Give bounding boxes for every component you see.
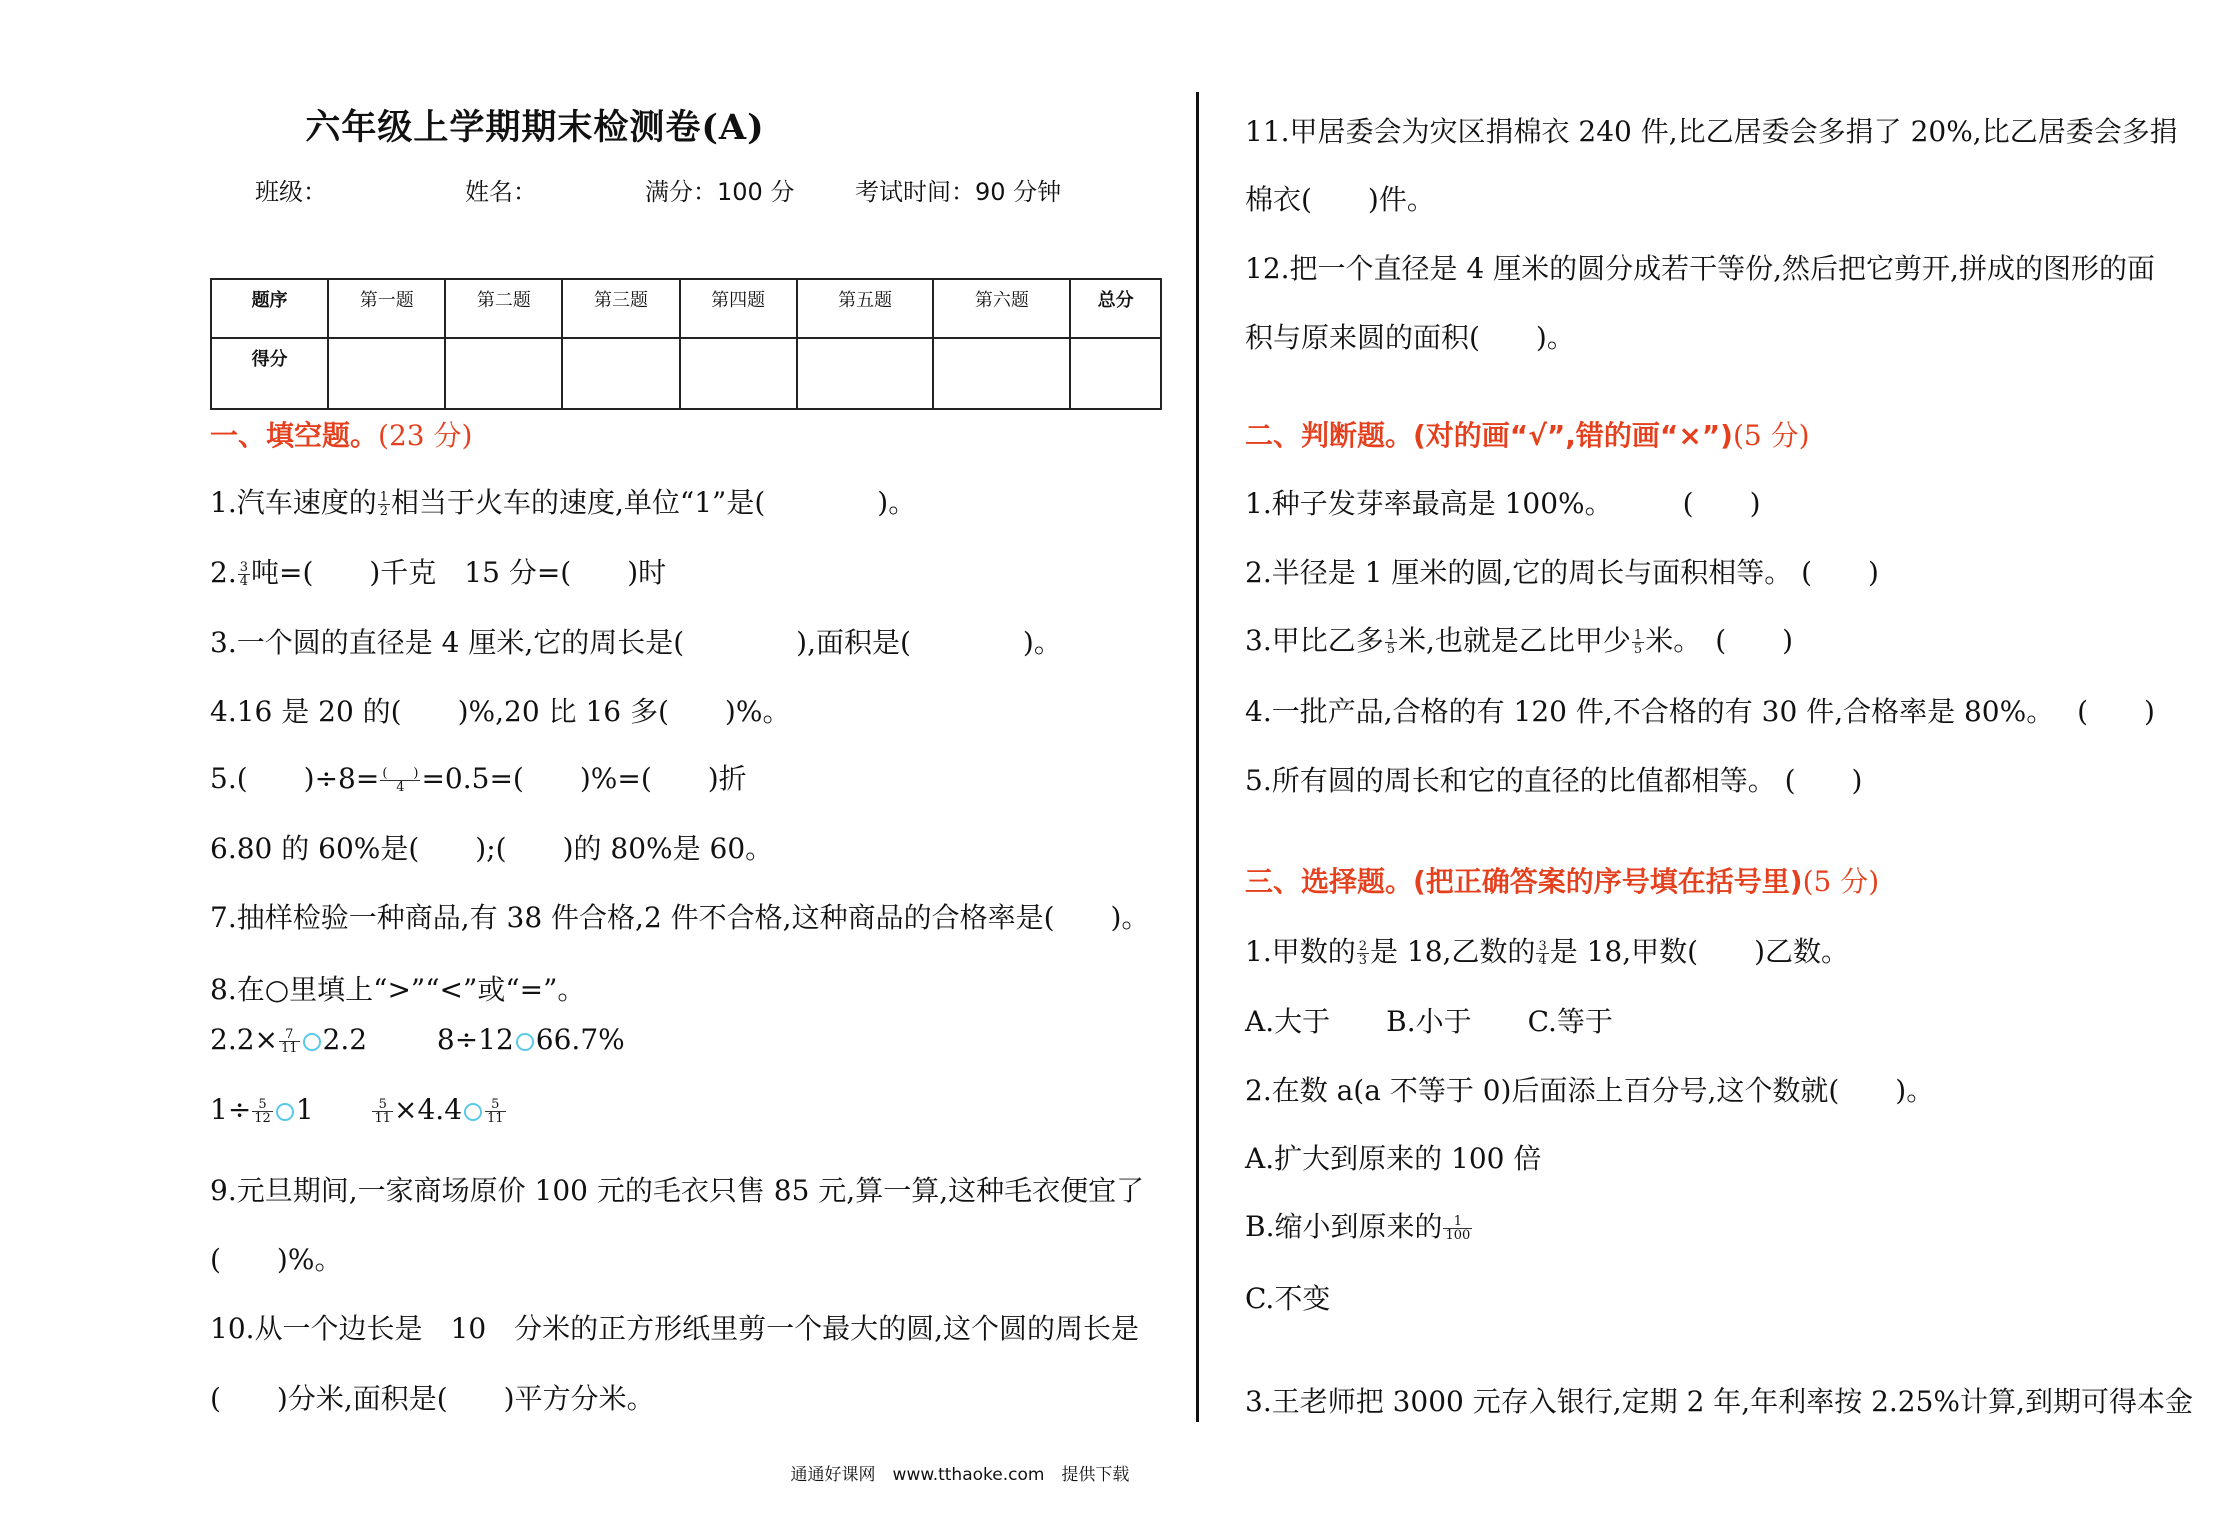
fraction: $\frac{5}{12}$ (254, 1097, 271, 1126)
fraction: $\frac{3}{4}$ (1538, 939, 1547, 968)
score-header: 第一题 (328, 279, 445, 338)
question-9-line2: ( )%。 (210, 1243, 343, 1276)
judge-item-4: 4.一批产品,合格的有 120 件,不合格的有 30 件,合格率是 80%。 ( ) (1245, 695, 2155, 728)
question-11-line2: 棉衣( )件。 (1245, 183, 1435, 216)
fraction: $\frac{1}{5}$ (1633, 628, 1643, 657)
fraction: $\frac{5}{11}$ (487, 1097, 504, 1126)
question-4: 4.16 是 20 的( )%,20 比 16 多( )%。 (210, 695, 791, 728)
score-cell[interactable] (933, 338, 1070, 409)
exam-time: 考试时间：90 分钟 (855, 178, 1062, 206)
score-cell[interactable] (1070, 338, 1161, 409)
judge-item-1: 1.种子发芽率最高是 100%。 ( ) (1245, 487, 1761, 520)
choice-1: 1.甲数的 $\frac{2}{3}$ 是 18,乙数的 $\frac{3}{4}$ 是 18,甲数( )乙数。 (1245, 935, 1849, 968)
fraction: $\frac{2}{3}$ (1358, 939, 1367, 968)
choice-2-option-a: A.扩大到原来的 100 倍 (1245, 1142, 1542, 1175)
score-header: 第二题 (445, 279, 562, 338)
score-row-label: 得分 (211, 338, 328, 409)
question-9-line1: 9.元旦期间,一家商场原价 100 元的毛衣只售 85 元,算一算,这种毛衣便宜了 (210, 1174, 1145, 1207)
question-3: 3.一个圆的直径是 4 厘米,它的周长是( ),面积是( )。 (210, 626, 1062, 659)
section3-title: 三、选择题。(把正确答案的序号填在括号里)(5 分) (1245, 865, 1880, 898)
score-header: 题序 (211, 279, 328, 338)
choice-2-option-c: C.不变 (1245, 1282, 1331, 1315)
score-header: 第四题 (680, 279, 797, 338)
footer-credit: 通通好课网 www.tthaoke.com 提供下载 (790, 1465, 1130, 1485)
answer-circle[interactable] (276, 1103, 294, 1121)
judge-item-5: 5.所有圆的周长和它的直径的比值都相等。 ( ) (1245, 764, 1863, 797)
fraction: $\frac{5}{11}$ (374, 1097, 392, 1126)
question-8-row2: 1÷ $\frac{5}{12}$ 1 $\frac{5}{11}$ ×4.4 $\frac{5}{11}$ (210, 1093, 504, 1126)
fraction: $\frac{7}{11}$ (281, 1027, 298, 1056)
question-10-line2: ( )分米,面积是( )平方分米。 (210, 1382, 655, 1415)
column-divider (1196, 92, 1199, 1422)
fraction: $\frac{1}{2}$ (379, 490, 388, 519)
choice-1-options: A.大于 B.小于 C.等于 (1245, 1005, 1613, 1038)
score-table (210, 278, 1162, 410)
question-6: 6.80 的 60%是( );( )的 80%是 60。 (210, 832, 774, 865)
question-12-line1: 12.把一个直径是 4 厘米的圆分成若干等份,然后把它剪开,拼成的图形的面 (1245, 252, 2155, 285)
name-label: 姓名： (465, 178, 537, 206)
score-cell[interactable] (680, 338, 797, 409)
score-cell[interactable] (562, 338, 679, 409)
question-1: 1.汽车速度的 $\frac{1}{2}$ 相当于火车的速度,单位“1”是( )。 (210, 486, 917, 519)
section1-title: 一、填空题。(23 分) (210, 419, 473, 452)
choice-3: 3.王老师把 3000 元存入银行,定期 2 年,年利率按 2.25%计算,到期可得本金 (1245, 1385, 2193, 1418)
score-cell[interactable] (797, 338, 934, 409)
score-cell[interactable] (328, 338, 445, 409)
question-2: 2. $\frac{3}{4}$ 吨=( )千克 15 分=( )时 (210, 556, 667, 589)
page-title: 六年级上学期期末检测卷(A) (305, 107, 765, 148)
score-header: 第六题 (933, 279, 1070, 338)
score-header: 第三题 (562, 279, 679, 338)
question-8-intro: 8.在○里填上“>”“<”或“=”。 (210, 973, 586, 1006)
fraction: $\frac{3}{4}$ (239, 560, 248, 589)
class-label: 班级： (255, 178, 327, 206)
fraction: $\frac{( )}{4}$ (382, 766, 419, 795)
section2-title: 二、判断题。(对的画“√”,错的画“×”)(5 分) (1245, 419, 1810, 452)
score-header: 总分 (1070, 279, 1161, 338)
answer-circle[interactable] (516, 1033, 534, 1051)
question-7: 7.抽样检验一种商品,有 38 件合格,2 件不合格,这种商品的合格率是( )。 (210, 901, 1150, 934)
question-8-row1: 2.2× $\frac{7}{11}$ 2.2 8÷12 66.7% (210, 1023, 625, 1056)
answer-circle[interactable] (464, 1103, 482, 1121)
fraction: $\frac{1}{5}$ (1386, 628, 1395, 657)
choice-2-option-b: B.缩小到原来的 $\frac{1}{100}$ (1245, 1210, 1471, 1243)
score-cell[interactable] (445, 338, 562, 409)
judge-item-2: 2.半径是 1 厘米的圆,它的周长与面积相等。 ( ) (1245, 556, 1879, 589)
judge-item-3: 3.甲比乙多 $\frac{1}{5}$ 米,也就是乙比甲少 $\frac{1}{5}$ 米。 ( ) (1245, 624, 1794, 657)
answer-circle[interactable] (303, 1033, 321, 1051)
full-score: 满分：100 分 (645, 178, 795, 206)
question-12-line2: 积与原来圆的面积( )。 (1245, 321, 1575, 354)
question-11-line1: 11.甲居委会为灾区捐棉衣 240 件,比乙居委会多捐了 20%,比乙居委会多捐 (1245, 115, 2178, 148)
question-10-line1: 10.从一个边长是 10 分米的正方形纸里剪一个最大的圆,这个圆的周长是 (210, 1312, 1140, 1345)
score-header: 第五题 (797, 279, 934, 338)
choice-2: 2.在数 a(a 不等于 0)后面添上百分号,这个数就( )。 (1245, 1074, 1935, 1107)
fraction: $\frac{1}{100}$ (1445, 1214, 1471, 1243)
question-5: 5.( )÷8= $\frac{( )}{4}$ =0.5=( )%=( )折 (210, 762, 747, 795)
